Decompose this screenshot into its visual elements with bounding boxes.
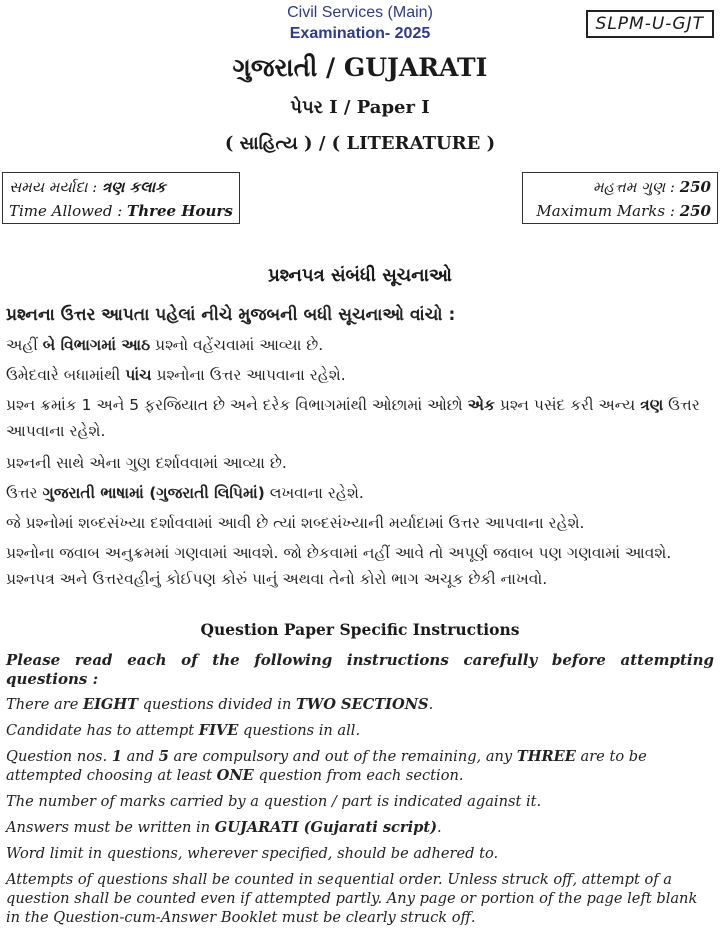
gujarati-instruction-7: પ્રશ્નોના જવાબ અનુક્રમમાં ગણવામાં આવશે. જો છેકવામાં નહીં આવે તો અપૂર્ણ જવાબ પણ ગણવામાં આવશે. પ્રશ્નપત્ર અને ઉત્તરવહીનું કોઈપણ કોરું પાનું અથવા તેનો કોરો ભાગ અચૂક છેકી નાખવો. [6, 544, 672, 588]
time-allowed-english [9, 199, 233, 223]
gujarati-instruction-6: જે પ્રશ્નોમાં શબ્દસંખ્યા દર્શાવવામાં આવી છે ત્યાં શબ્દસંખ્યાની મર્યાદામાં ઉત્તર આપવાના રહેશે. [6, 514, 585, 532]
english-instruction-5: Answers must be written in GUJARATI (Gujarati script). [6, 819, 442, 836]
gujarati-instructions-title: પ્રશ્નપત્ર સંબંધી સૂચનાઓ [268, 265, 452, 286]
paper-code: SLPM-U-GJT [586, 10, 714, 38]
marks-value-en: 250 [679, 202, 711, 220]
marks-value-gu: 250 [679, 178, 711, 196]
exam-header [240, 2, 480, 44]
english-instruction-4: The number of marks carried by a question / part is indicated against it. [6, 793, 542, 810]
maximum-marks-box [522, 172, 718, 224]
gujarati-instruction-4: પ્રશ્નની સાથે એના ગુણ દર્શાવવામાં આવ્યા છે. [6, 454, 287, 472]
english-instruction-7: Attempts of questions shall be counted in sequential order. Unless struck off, attempt of a question shall be counted even if attempted partly. Any page or portion of the page left blank in the Question-cum-Answer Booklet must be clearly struck off. [6, 871, 698, 926]
time-value-gu: ત્રણ કલાક [102, 178, 166, 196]
exam-year: Examination- 2025 [289, 25, 431, 42]
time-value-en: Three Hours [127, 202, 233, 220]
gujarati-instruction-3: પ્રશ્ન ક્રમાંક 1 અને 5 ફરજિયાત છે અને દરેક વિભાગમાંથી ઓછામાં ઓછો એક પ્રશ્ન પસંદ કરી અન્ય ત્રણ ઉત્તર આપવાના રહેશે. [6, 396, 700, 440]
marks-label-gu: મહત્તમ ગુણ : [592, 178, 680, 196]
paper-number: પેપર I / Paper I [290, 97, 430, 118]
max-marks-gujarati [529, 175, 711, 199]
gujarati-instruction-1: અહીં બે વિભાગમાં આઠ પ્રશ્નો વહેંચવામાં આવ્યા છે. [6, 336, 324, 354]
english-instructions-title: Question Paper Specific Instructions [200, 620, 520, 639]
english-instruction-6: Word limit in questions, wherever specified, should be adhered to. [6, 845, 499, 862]
english-instruction-3: Question nos. 1 and 5 are compulsory and out of the remaining, any THREE are to be attempted choosing at least ONE question from each section. [6, 748, 647, 784]
gujarati-instructions [6, 300, 714, 596]
gujarati-instruction-5: ઉત્તર ગુજરાતી ભાષામાં (ગુજરાતી લિપિમાં) લખવાના રહેશે. [6, 484, 364, 502]
time-label-en: Time Allowed : [9, 202, 128, 220]
subject-line: ( સાહિત્ય ) / ( LITERATURE ) [224, 133, 496, 154]
gujarati-instruction-2: ઉમેદવારે બધામાંથી પાંચ પ્રશ્નોના ઉત્તર આપવાના રહેશે. [6, 366, 346, 384]
english-instruction-2: Candidate has to attempt FIVE questions in all. [6, 722, 361, 739]
exam-name: Civil Services (Main) [287, 4, 433, 21]
english-instruction-1: There are EIGHT questions divided in TWO SECTIONS. [6, 696, 434, 713]
time-allowed-box [2, 172, 240, 224]
english-instructions [6, 651, 714, 934]
marks-label-en: Maximum Marks : [536, 202, 680, 220]
time-label-gu: સમય મર્યાદા : [9, 178, 102, 196]
max-marks-english [529, 199, 711, 223]
english-instructions-heading: Please read each of the following instructions carefully before attempting questions : [6, 651, 714, 688]
time-allowed-gujarati [9, 175, 233, 199]
gujarati-instructions-heading: પ્રશ્નના ઉત્તર આપતા પહેલાં નીચે મુજબની બધી સૂચનાઓ વાંચો : [6, 305, 456, 325]
page-title: ગુજરાતી / GUJARATI [232, 53, 488, 82]
